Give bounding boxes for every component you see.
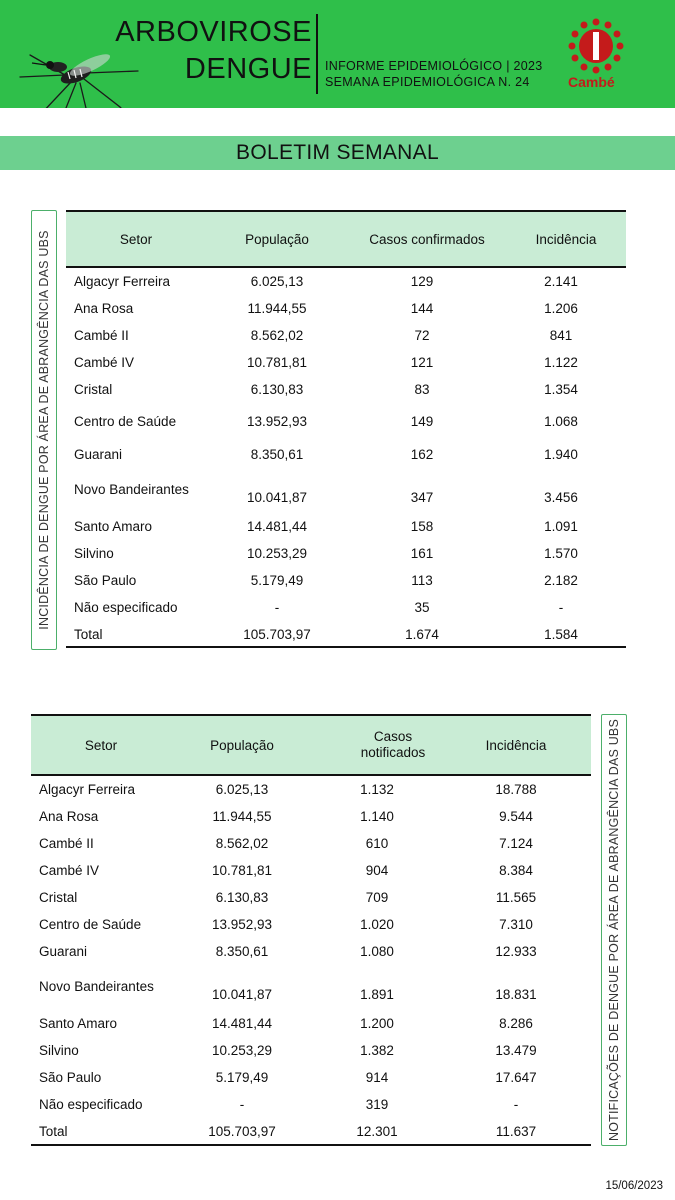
table-cell-setor: Total [74,627,103,642]
table-cell-populacao: - [274,600,280,615]
table-cell-populacao: 8.562,02 [250,328,304,343]
table-cell-setor: Cambé II [74,328,129,343]
table-cell-setor: Cambé IV [39,863,100,878]
table-cell-populacao: 14.481,44 [211,1016,273,1031]
header-spacer [0,108,675,136]
table1-header-setor: Setor [119,232,153,247]
table-cell-setor: Silvino [39,1043,79,1058]
table-cell-incidencia: 9.544 [499,809,533,824]
table-cell-casos: 709 [365,890,389,905]
table-cell-populacao: 6.130,83 [215,890,269,905]
table-cell-casos: 83 [414,382,430,397]
table-cell-incidencia: 1.940 [544,447,578,462]
table-cell-casos: 1.140 [360,809,394,824]
table-cell-incidencia: - [513,1097,519,1112]
table-cell-populacao: 11.944,55 [212,809,272,824]
title-divider [316,14,318,94]
table1-bottom-rule [66,646,626,648]
table1-header-casos: Casos confirmados [369,232,485,247]
table-cell-populacao: 10.781,81 [211,863,273,878]
table-cell-incidencia: 18.788 [495,782,537,797]
table-cell-incidencia: 2.182 [544,573,578,588]
table-cell-populacao: 10.781,81 [246,355,308,370]
table-cell-populacao: 11.944,55 [247,301,307,316]
table-cell-populacao: - [239,1097,245,1112]
title-arbovirose: ARBOVIROSE [115,16,312,48]
table-cell-populacao: 10.041,87 [246,490,308,505]
table-cell-incidencia: - [558,600,564,615]
table-cell-setor: Ana Rosa [74,301,134,316]
table1-header-populacao: População [245,232,309,247]
table2-header-setor: Setor [84,738,118,753]
report-line-1: INFORME EPIDEMIOLÓGICO | 2023 [325,59,543,73]
table1-side-box [31,210,57,650]
table-cell-incidencia: 3.456 [544,490,578,505]
table-cell-setor: Não especificado [39,1097,143,1112]
table-cell-casos: 1.200 [360,1016,394,1031]
title-dengue: DENGUE [184,53,312,85]
table-cell-casos: 121 [410,355,434,370]
table-cell-setor: Total [39,1124,68,1139]
logo-text: Cambé [568,74,615,90]
table-cell-populacao: 10.041,87 [211,987,273,1002]
table-cell-casos: 319 [365,1097,389,1112]
table-cell-setor: São Paulo [74,573,137,588]
table-cell-populacao: 5.179,49 [250,573,304,588]
table-cell-casos: 1.891 [360,987,394,1002]
table-cell-setor: Cristal [74,382,113,397]
table-cell-setor: Algacyr Ferreira [39,782,136,797]
table-cell-casos: 1.132 [360,782,394,797]
table-cell-setor: Silvino [74,546,114,561]
table-cell-casos: 1.674 [405,627,439,642]
table-cell-incidencia: 1.122 [544,355,578,370]
report-info [325,58,543,90]
table-cell-incidencia: 1.584 [544,627,578,642]
boletim-title: BOLETIM SEMANAL [236,141,439,164]
table2-side-label: NOTIFICAÇÕES DE DENGUE POR ÁREA DE ABRANGÊNCIA DAS UBS [607,719,621,1141]
table2-header-incidencia: Incidência [485,738,547,753]
table-cell-setor: Novo Bandeirantes [39,979,154,994]
table2-header-casos: Casos notificados [360,729,426,760]
table2-header [31,714,591,776]
table2-side-box [601,714,627,1146]
table-cell-casos: 12.301 [356,1124,398,1139]
table-cell-casos: 1.080 [360,944,394,959]
table-cell-incidencia: 8.384 [499,863,533,878]
table-cell-populacao: 6.130,83 [250,382,304,397]
table-cell-incidencia: 11.565 [495,890,537,905]
table-cell-incidencia: 841 [549,328,573,343]
table-cell-setor: São Paulo [39,1070,102,1085]
table-cell-setor: Cambé II [39,836,94,851]
table-cell-populacao: 14.481,44 [246,519,308,534]
table-cell-setor: Guarani [39,944,88,959]
table-cell-casos: 113 [411,573,433,588]
table-cell-casos: 72 [414,328,430,343]
table-cell-populacao: 105.703,97 [243,627,311,642]
table-cell-setor: Cristal [39,890,78,905]
table-cell-incidencia: 12.933 [495,944,537,959]
table-cell-incidencia: 7.124 [499,836,533,851]
table-cell-setor: Cambé IV [74,355,135,370]
table-cell-incidencia: 1.091 [544,519,578,534]
table-cell-setor: Novo Bandeirantes [74,482,189,497]
table-cell-casos: 144 [410,301,434,316]
table2-header-populacao: População [210,738,274,753]
table-cell-casos: 129 [410,274,434,289]
table-cell-populacao: 10.253,29 [246,546,308,561]
table-cell-populacao: 13.952,93 [246,414,308,429]
table-cell-casos: 161 [410,546,434,561]
table-cell-populacao: 105.703,97 [208,1124,276,1139]
table-confirmados [66,210,626,650]
table-cell-setor: Não especificado [74,600,178,615]
table-cell-populacao: 6.025,13 [250,274,304,289]
report-date: 15/06/2023 [605,1180,663,1192]
table-cell-casos: 914 [365,1070,389,1085]
table1-header [66,210,626,268]
table-cell-populacao: 13.952,93 [211,917,273,932]
table-cell-populacao: 6.025,13 [215,782,269,797]
table-cell-incidencia: 11.637 [495,1124,537,1139]
table-cell-casos: 610 [365,836,389,851]
table-cell-incidencia: 8.286 [499,1016,533,1031]
table-cell-incidencia: 18.831 [495,987,537,1002]
table-cell-casos: 158 [410,519,434,534]
table-cell-casos: 1.020 [360,917,394,932]
table-cell-populacao: 8.350,61 [215,944,269,959]
table1-side-label: INCIDÊNCIA DE DENGUE POR ÁREA DE ABRANGÊNCIA DAS UBS [37,230,51,630]
table-notificados [31,714,591,1148]
table-cell-populacao: 10.253,29 [211,1043,273,1058]
report-line-2: SEMANA EPIDEMIOLÓGICA N. 24 [325,75,530,89]
table-cell-setor: Guarani [74,447,123,462]
table-cell-casos: 162 [410,447,434,462]
table-cell-incidencia: 17.647 [495,1070,537,1085]
table-cell-casos: 35 [414,600,430,615]
table-cell-incidencia: 2.141 [544,274,578,289]
table-cell-casos: 1.382 [360,1043,394,1058]
table-cell-setor: Santo Amaro [39,1016,118,1031]
table1-header-incidencia: Incidência [535,232,597,247]
title-block [108,14,312,88]
table-cell-casos: 149 [410,414,434,429]
table-cell-incidencia: 1.068 [544,414,578,429]
table-cell-incidencia: 13.479 [495,1043,537,1058]
table-cell-casos: 347 [410,490,434,505]
table-cell-populacao: 8.350,61 [250,447,304,462]
table-cell-incidencia: 1.206 [544,301,578,316]
table-cell-setor: Algacyr Ferreira [74,274,171,289]
table-cell-setor: Centro de Saúde [39,917,142,932]
table-cell-setor: Centro de Saúde [74,414,177,429]
table-cell-setor: Santo Amaro [74,519,153,534]
table-cell-setor: Ana Rosa [39,809,99,824]
header-banner [0,0,675,108]
table-cell-incidencia: 7.310 [499,917,533,932]
table-cell-casos: 904 [365,863,389,878]
table-cell-populacao: 5.179,49 [215,1070,269,1085]
table-cell-incidencia: 1.354 [544,382,578,397]
table-cell-incidencia: 1.570 [544,546,578,561]
table-cell-populacao: 8.562,02 [215,836,269,851]
table2-bottom-rule [31,1144,591,1146]
